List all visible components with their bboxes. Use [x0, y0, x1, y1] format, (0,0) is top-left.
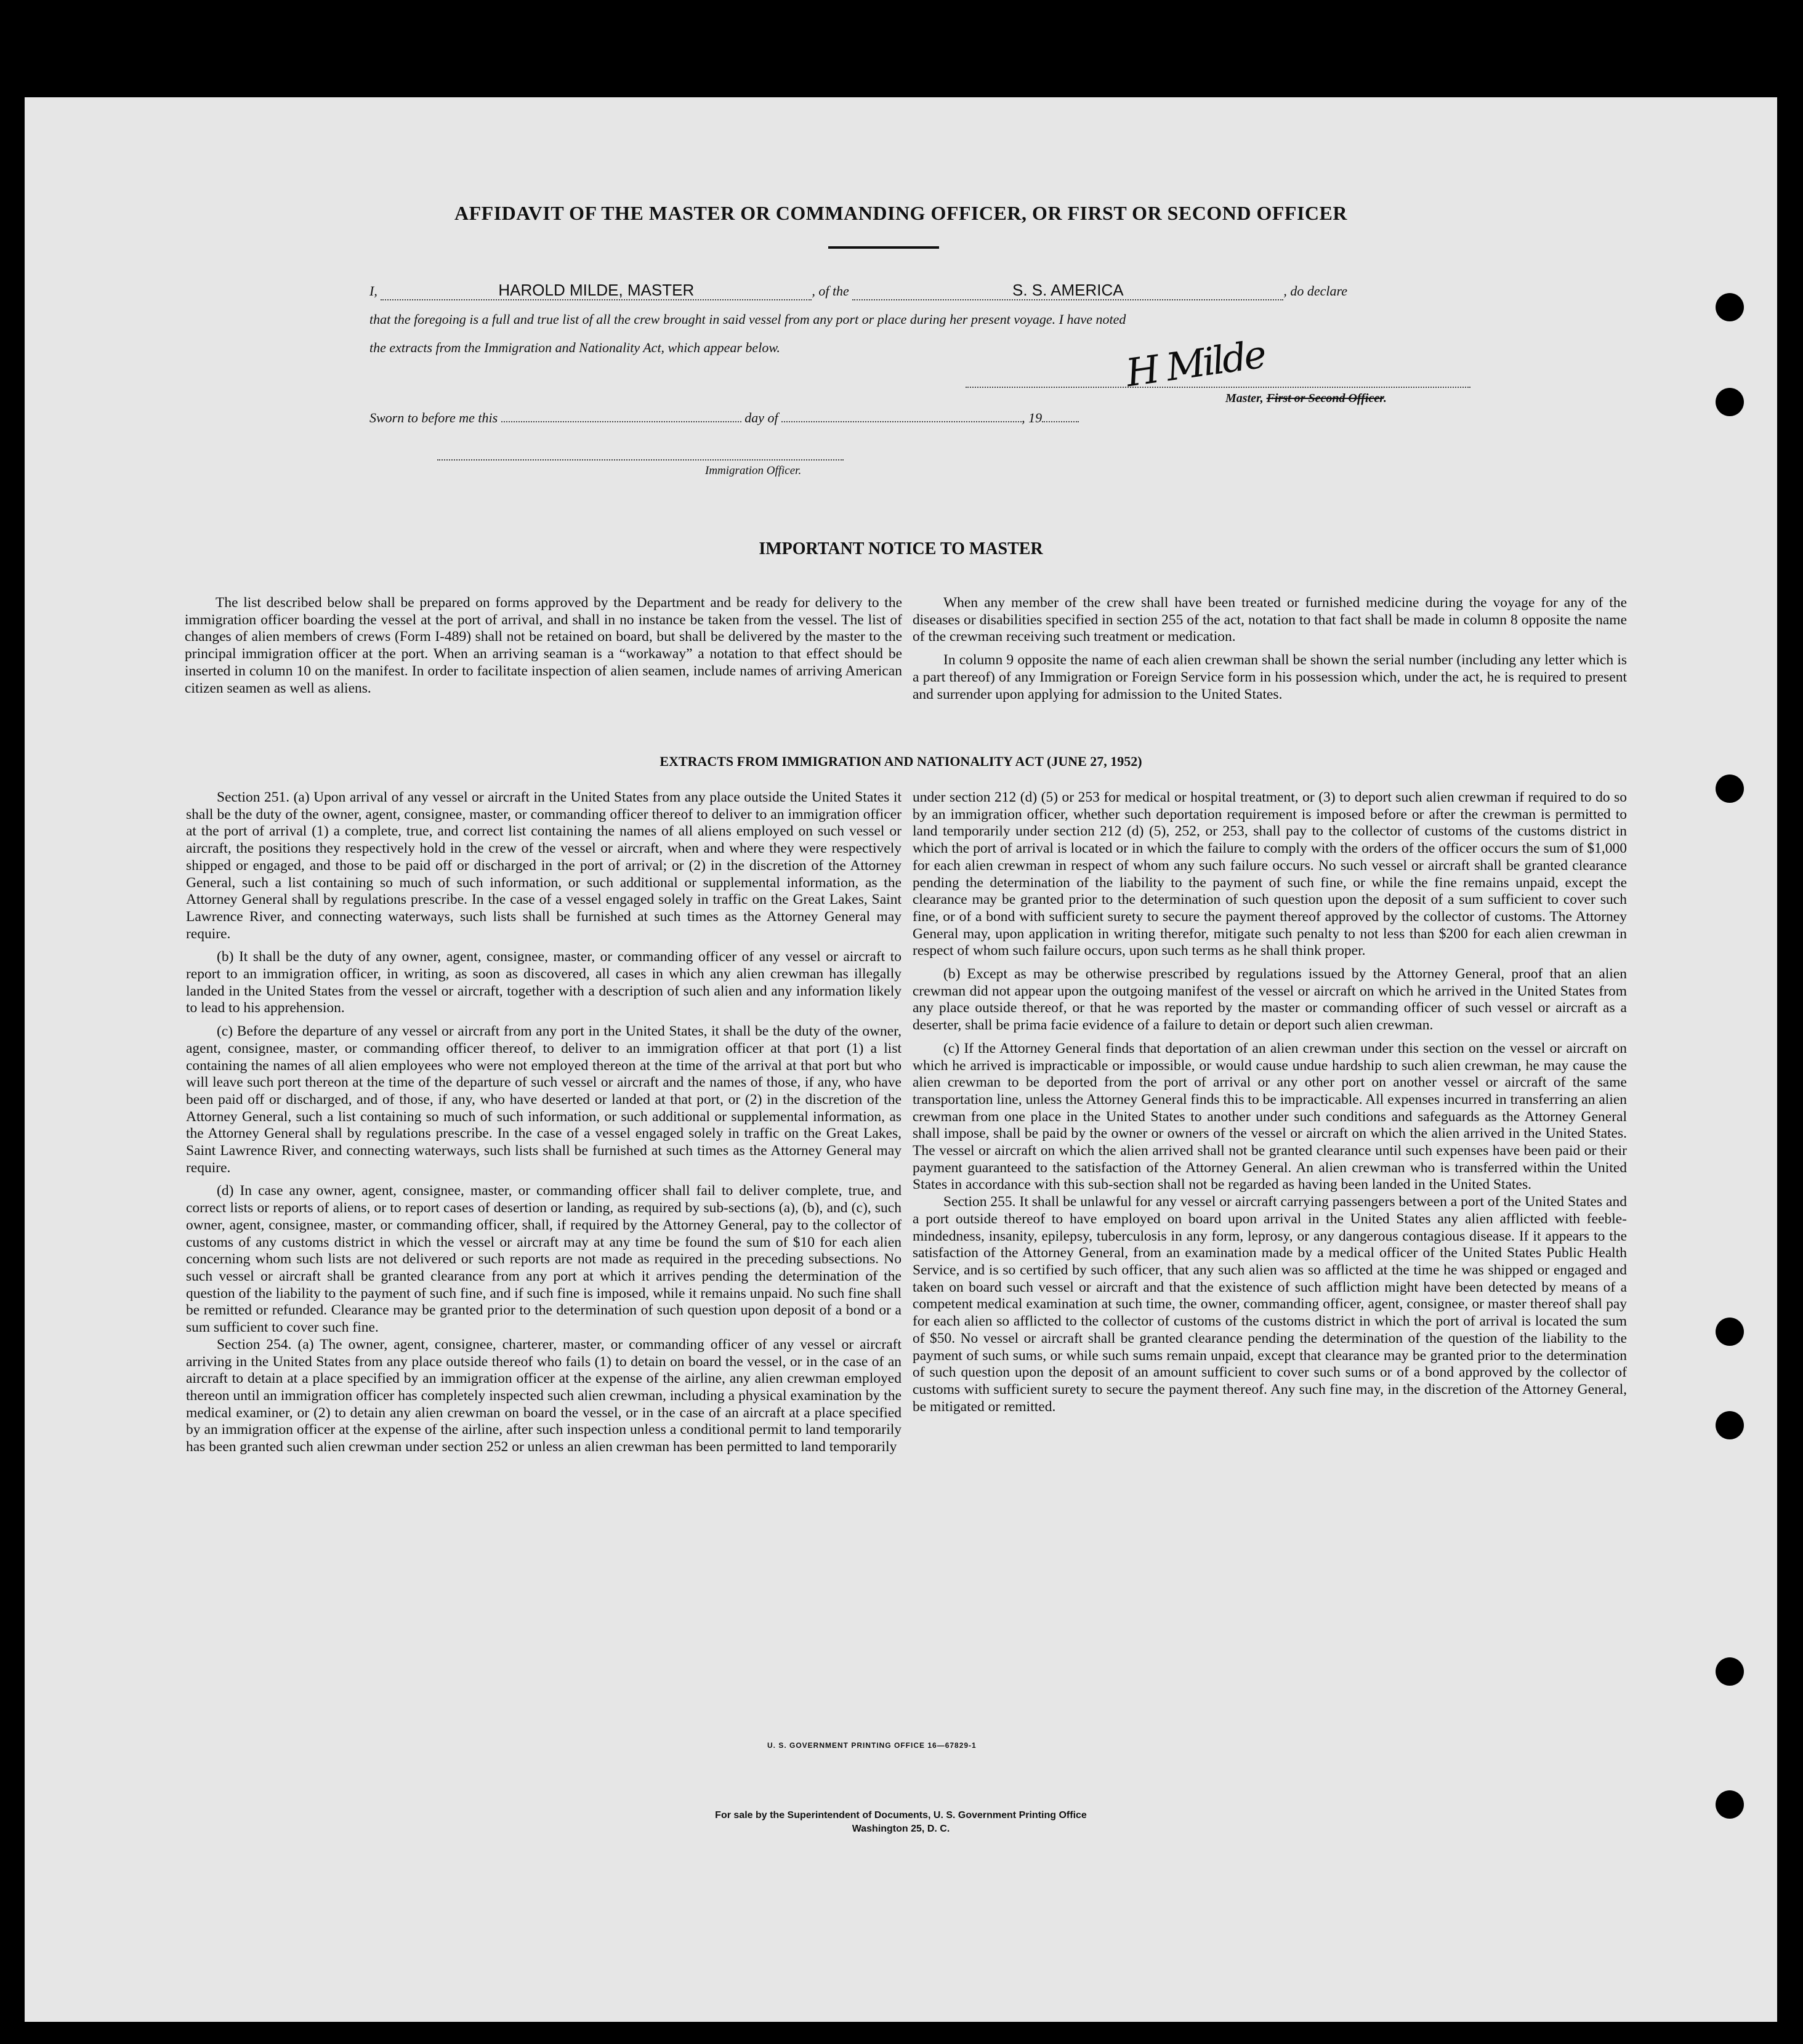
printing-office-note: U. S. GOVERNMENT PRINTING OFFICE 16—67829-1 — [767, 1741, 977, 1750]
punch-hole — [1716, 775, 1744, 803]
sworn-day-field[interactable] — [501, 421, 741, 422]
section-251-d: (d) In case any owner, agent, consignee, master, or commanding officer shall fail to deliver complete, true, and correct lists or reports of aliens, or to report cases of desertion or landing, as required by sub-sections (a), (b), and (c), such owner, agent, consignee, master, or commanding officer, shall, if required by the Attorney General, pay to the collector of customs of any customs district in which the vessel or aircraft may at any time be found the sum of $10 for each alien concerning whom such lists are not delivered or such reports are not made as required in the preceding subsections. No such vessel or aircraft shall be granted clearance from any port at which it arrives pending the determination of the question of the liability to the payment of such fine, and if such fine is imposed, while it remains unpaid. No such fine shall be remitted or refunded. Clearance may be granted prior to the determination of such question upon deposit of a bond or a sum sufficient to cover such fine. — [186, 1183, 902, 1336]
extracts-left-column — [186, 789, 902, 1456]
footer-line-2: Washington 25, D. C. — [852, 1824, 950, 1834]
sworn-month-field[interactable] — [781, 421, 1022, 422]
sworn-year-field[interactable] — [1042, 421, 1079, 422]
section-254-a-cont: under section 212 (d) (5) or 253 for medical or hospital treatment, or (3) to deport such alien crewman if required to do so by an immigration officer, whether such deportation requirement is imposed before or after the crewman is permitted to land temporarily under section 212 (d) (5), 252, or 253, shall pay to the collector of customs of the customs district in which the port of arrival is located or in which the failure to comply with the orders of the officer occurs the sum of $1,000 for each alien crewman in respect of whom any such failure occurs. No such vessel or aircraft shall be granted clearance pending the determination of the liability to the payment of such fine, or while the fine remains unpaid, except the clearance may be granted prior to the determination of such question upon the deposit of a sum sufficient to cover such fine, or of a bond with sufficient surety to secure the payment thereof approved by the collector of customs. The Attorney General may, upon application in writing therefor, mitigate such penalty to not less than $200 for each alien crewman in respect of whom such failure occurs, upon such terms as he shall think proper. — [913, 789, 1627, 959]
section-255: Section 255. It shall be unlawful for any vessel or aircraft carrying passengers between a port of the United States and a port outside thereof to have employed on board upon arrival in the United States any alien afflicted with feeble-mindedness, insanity, epilepsy, tuberculosis in any form, leprosy, or any dangerous contagious disease. If it appears to the satisfaction of the Attorney General, from an examination made by a medical officer of the United States Public Health Service, and is so certified by such officer, that any such alien was so afflicted at the time he was shipped or engaged and taken on board such vessel or aircraft and that the existence of such affliction might have been detected by means of a competent medical examination at such time, the owner, commanding officer, agent, consignee, or master thereof shall pay for each alien so afflicted to the collector of customs of the customs district in which the port of arrival is located the sum of $50. No vessel or aircraft shall be granted clearance pending the determination of the question of the liability to the payment of such sums, or while such sums remain unpaid, except that clearance may be granted prior to the determination of such question upon the deposit of an amount sufficient to cover such sums or of a bond approved by the collector of customs with sufficient surety to secure the payment thereof. Any such fine may, in the discretion of the Attorney General, be mitigated or remitted. — [913, 1194, 1627, 1415]
footer — [25, 1809, 1777, 1836]
notice-left-column — [185, 595, 902, 697]
notice-title: IMPORTANT NOTICE TO MASTER — [759, 539, 1043, 558]
punch-hole — [1716, 293, 1744, 321]
signature-line[interactable] — [966, 387, 1470, 388]
statement-line-2: the extracts from the Immigration and Nationality Act, which appear below. — [369, 340, 780, 355]
vessel-name-field[interactable]: S. S. AMERICA — [852, 281, 1283, 300]
sig-caption-struck: First or Second Officer — [1266, 392, 1384, 405]
punch-hole — [1716, 1657, 1744, 1686]
do-declare-label: , do declare — [1283, 283, 1347, 299]
immigration-officer-line[interactable] — [437, 459, 844, 461]
statement-line-1: that the foregoing is a full and true list of all the crew brought in said vessel from any port or place during her present voyage. I have noted — [369, 312, 1126, 327]
extracts-right-column — [913, 789, 1627, 1415]
punch-hole — [1716, 1318, 1744, 1346]
i-label: I, — [369, 283, 377, 299]
signature-caption — [1225, 392, 1387, 406]
sworn-label: Sworn to before me this — [369, 410, 498, 425]
master-name-field[interactable]: HAROLD MILDE, MASTER — [381, 281, 812, 300]
section-251-c: (c) Before the departure of any vessel or aircraft from any port in the United States, it shall be the duty of the owner, agent, consignee, master, or commanding officer thereof, to deliver to an immigration officer at that port (1) a list containing the names of all alien employees who were not employed thereon at the time of the arrival at that port but who will leave such port thereon at the time of the departure of such vessel or aircraft and the names of those, if any, who have been paid off or discharged, and of those, if any, who have deserted or landed at that port, or (2) in the discretion of the Attorney General, such a list containing so much of such information, or such additional or supplemental information, as the Attorney General shall by regulations prescribe. In the case of a vessel engaged solely in traffic on the Great Lakes, Saint Lawrence River, and connecting waterways, such lists shall be furnished at such times as the Attorney General may require. — [186, 1023, 902, 1176]
day-of-label: day of — [744, 410, 778, 425]
year-label: , 19 — [1022, 410, 1043, 425]
section-251-b: (b) It shall be the duty of any owner, agent, consignee, master, or commanding officer of any vessel or aircraft to report to an immigration officer, in writing, as soon as discovered, all cases in which any alien crewman has illegally landed in the United States from the vessel or aircraft, together with a description of such alien and any information likely to lead to his apprehension. — [186, 949, 902, 1016]
sig-caption-master: Master, — [1225, 392, 1264, 405]
notice-paragraph: The list described below shall be prepared on forms approved by the Department and be ready for delivery to the immigration officer boarding the vessel at the port of arrival, and shall in no instance be taken from the vessel. The list of changes of alien members of crews (Form I-489) shall not be retained on board, but shall be delivered by the master to the principal immigration officer at the port. When an arriving seaman is a “workaway” a notation to that effect should be inserted in column 10 on the manifest. In order to facilitate inspection of alien seamen, include names of arriving American citizen seamen as well as aliens. — [185, 595, 902, 696]
notice-paragraph: When any member of the crew shall have been treated or furnished medicine during the voyage for any of the diseases or disabilities specified in section 255 of the act, notation to that fact shall be made in column 8 opposite the name of the crewman receiving such treatment or medication. — [913, 595, 1627, 645]
sig-caption-end: . — [1383, 392, 1387, 405]
section-251-a: Section 251. (a) Upon arrival of any vessel or aircraft in the United States from any place outside the United States it shall be the duty of the owner, agent, consignee, master, or commanding officer thereof to deliver to an immigration officer at the port of arrival (1) a complete, true, and correct list containing the names of all aliens employed on such vessel or aircraft, the positions they respectively hold in the crew of the vessel or aircraft, when and where they were respectively shipped or engaged, and those to be paid off or discharged in the port of arrival; or (2) in the discretion of the Attorney General, such a list containing so much of such information, or such additional or supplemental information, as the Attorney General shall by regulations prescribe. In the case of a vessel engaged solely in traffic on the Great Lakes, Saint Lawrence River, and connecting waterways, such lists shall be furnished at such times as the Attorney General may require. — [186, 789, 902, 942]
sworn-line — [369, 410, 1079, 426]
title-rule — [828, 246, 939, 249]
master-signature: H Milde — [1123, 331, 1267, 396]
of-the-label: , of the — [812, 283, 849, 299]
punch-hole — [1716, 1790, 1744, 1819]
affidavit-title: AFFIDAVIT OF THE MASTER OR COMMANDING OFFICER, OR FIRST OR SECOND OFFICER — [454, 202, 1347, 224]
declaration — [369, 277, 1478, 362]
form-page — [25, 97, 1777, 2022]
section-254-c: (c) If the Attorney General finds that deportation of an alien crewman under this section on the vessel or aircraft on which he arrived is impracticable or impossible, or would cause undue hardship to such alien crewman, he may cause the alien crewman to be deported from the port of arrival or any other port on another vessel or aircraft of the same transportation line, unless the Attorney General finds this to be impracticable. All expenses incurred in transferring an alien crewman from one place in the United States to another under such conditions and safeguards as the Attorney General shall impose, shall be paid by the owner or owners of the vessel or aircraft on which the alien arrived in the United States. The vessel or aircraft on which the alien arrived shall not be granted clearance until such expenses have been paid or their payment guaranteed to the satisfaction of the Attorney General. An alien crewman who is transferred within the United States in accordance with this sub-section shall not be regarded as having been landed in the United States. — [913, 1040, 1627, 1193]
punch-hole — [1716, 388, 1744, 416]
immigration-officer-caption: Immigration Officer. — [705, 464, 802, 477]
notice-paragraph: In column 9 opposite the name of each alien crewman shall be shown the serial number (including any letter which is a part thereof) of any Immigration or Foreign Service form in his possession which, under the act, he is required to present and surrender upon applying for admission to the United States. — [913, 652, 1627, 702]
section-254-b: (b) Except as may be otherwise prescribed by regulations issued by the Attorney General, proof that an alien crewman did not appear upon the outgoing manifest of the vessel or aircraft on which he arrived in the United States from any place outside thereof, or that he was reported by the master or commanding officer of such vessel or aircraft as a deserter, shall be prima facie evidence of a failure to detain or deport such alien crewman. — [913, 966, 1627, 1034]
extracts-title: EXTRACTS FROM IMMIGRATION AND NATIONALITY ACT (JUNE 27, 1952) — [659, 754, 1142, 769]
punch-hole — [1716, 1411, 1744, 1439]
notice-right-column — [913, 595, 1627, 703]
footer-line-1: For sale by the Superintendent of Documents, U. S. Government Printing Office — [715, 1810, 1087, 1821]
section-254-a: Section 254. (a) The owner, agent, consignee, charterer, master, or commanding officer of any vessel or aircraft arriving in the United States from any place outside thereof who fails (1) to detain on board the vessel, or in the case of an aircraft to detain at a place specified by an immigration officer at the expense of the airline, any alien crewman employed thereon until an immigration officer has completely inspected such alien crewman, including a physical examination by the medical examiner, or (2) to detain any alien crewman on board the vessel, or in the case of an aircraft at a place specified by an immigration officer at the expense of the airline, after such inspection unless a conditional permit to land temporarily has been granted such alien crewman under section 252 or unless an alien crewman has been permitted to land temporarily — [186, 1336, 902, 1455]
